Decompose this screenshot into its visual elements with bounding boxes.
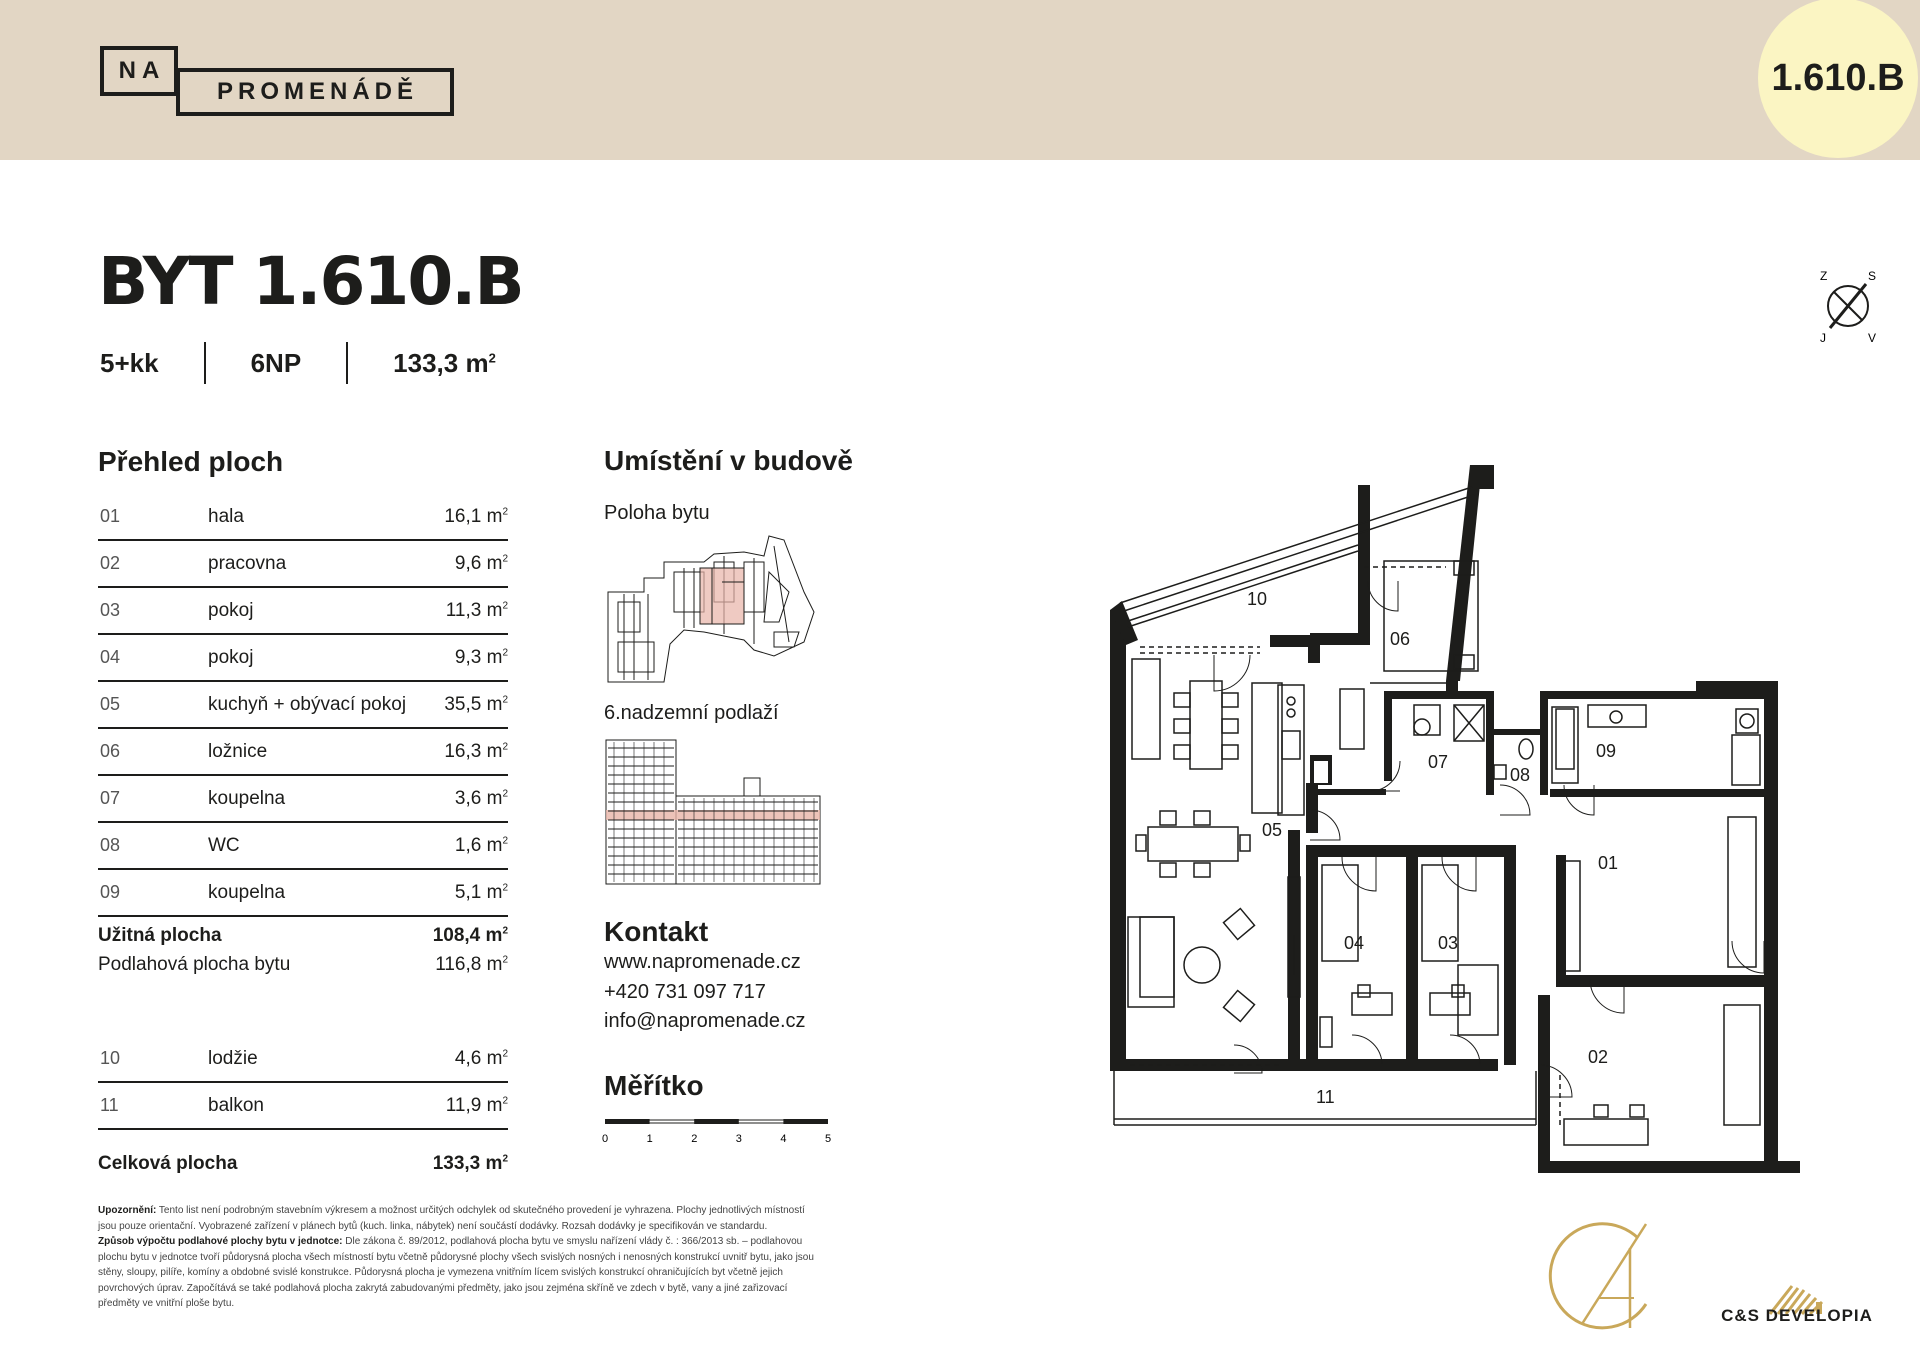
disclaimer bbox=[98, 1203, 822, 1312]
area-row-number: 03 bbox=[100, 600, 121, 620]
plan-label-02: 02 bbox=[1588, 1047, 1609, 1067]
area-row-name: kuchyň + obývací pokoj bbox=[208, 694, 407, 715]
building-plan-thumbnail bbox=[604, 532, 822, 688]
contact-email[interactable]: info@napromenade.cz bbox=[604, 1010, 806, 1032]
total-area-label: Celková plocha bbox=[98, 1153, 238, 1174]
apartment-title: BYT 1.610.B bbox=[98, 243, 523, 320]
position-label: Poloha bytu bbox=[604, 502, 710, 524]
area-row-number-value: 16,3 m bbox=[444, 741, 503, 762]
disclaimer-method-label: Způsob výpočtu podlahové plochy bytu v jednotce: bbox=[98, 1236, 343, 1247]
area-row-value bbox=[446, 1095, 508, 1117]
disclaimer-warning-label: Upozornění: bbox=[98, 1205, 157, 1216]
compass-z: Z bbox=[1820, 269, 1828, 283]
unit-sup: 2 bbox=[502, 506, 508, 518]
area-row-name: ložnice bbox=[208, 741, 268, 762]
area-row bbox=[98, 541, 508, 588]
disclaimer-warning-text: Tento list není podrobným stavebním výkresem a možnost určitých odchylek od skutečného provedení je vyhrazena. Plochy jednotlivých místností jsou pouze orientační. Vyobrazené zařízení v plánech bytů (kuch. linka, nábytek) není součástí dodávky. Rozsah dodávky je specifikován ve standardu. bbox=[98, 1205, 805, 1232]
compass-s: S bbox=[1868, 269, 1877, 283]
useful-area-number: 108,4 m bbox=[432, 925, 503, 946]
divider bbox=[346, 342, 348, 384]
disclaimer-method-text: Dle zákona č. 89/2012, podlahová plocha bytu ve smyslu nařízení vlády č. : 366/2013 sb. – podlahovou plochu bytu v jednotce tvoří půdorysná plocha všech místností bytu včetně půdorysné plochy všech svislých nosných i nenosných konstrukcí uvnitř bytu, jako jsou stěny, sloupy, pilíře, komíny a obdobné svislé konstrukce. Půdorysná plocha je vymezena vnitřním lícem svislých konstrukcí ohraničujících byt včetně jejich povrchových úprav. Započítává se také podlahová plocha zakrytá zabudovanými předměty, jako jsou zejména skříně ve zdech v bytě, vany a jiné zařizovací předměty ve vnitřní ploše bytu. bbox=[98, 1236, 814, 1309]
floor-plan bbox=[1100, 465, 1800, 1175]
apartment-highlight bbox=[700, 568, 744, 624]
scale-tick: 0 bbox=[602, 1133, 609, 1145]
floor-area bbox=[98, 954, 508, 980]
area-row bbox=[98, 776, 508, 823]
area-row-value bbox=[455, 788, 508, 810]
scale-bar bbox=[604, 1118, 830, 1148]
logo-na-text: NA bbox=[118, 57, 166, 84]
scale-tick: 3 bbox=[735, 1133, 742, 1145]
apartment-area bbox=[393, 348, 496, 379]
area-row-name: hala bbox=[208, 506, 244, 527]
area-row bbox=[98, 870, 508, 917]
logo-promenade bbox=[176, 68, 454, 116]
apartment-summary bbox=[100, 342, 496, 384]
area-row-number: 05 bbox=[100, 694, 121, 714]
area-row-value bbox=[455, 1048, 508, 1070]
area-row-number: 04 bbox=[100, 647, 121, 667]
area-row-number: 09 bbox=[100, 882, 121, 902]
area-row-value bbox=[455, 835, 508, 857]
compass-v: V bbox=[1868, 331, 1877, 345]
compass-j: J bbox=[1820, 331, 1826, 345]
area-row-value bbox=[446, 600, 508, 622]
apartment-layout: 5+kk bbox=[100, 347, 159, 378]
area-row-number: 11 bbox=[100, 1095, 119, 1115]
area-row-number: 10 bbox=[100, 1048, 121, 1068]
area-row bbox=[98, 635, 508, 682]
plan-label-11: 11 bbox=[1316, 1087, 1335, 1107]
badge-text: 1.610.B bbox=[1771, 56, 1905, 99]
plan-label-04: 04 bbox=[1344, 933, 1365, 953]
area-row-number-value: 4,6 m bbox=[454, 1048, 503, 1069]
total-area bbox=[98, 1153, 508, 1179]
floor-area-value bbox=[435, 954, 508, 976]
area-row bbox=[98, 729, 508, 776]
area-row bbox=[98, 823, 508, 870]
unit-sup: 2 bbox=[502, 647, 508, 659]
plan-label-05: 05 bbox=[1262, 820, 1283, 840]
plan-label-09: 09 bbox=[1596, 741, 1617, 761]
area-row-value bbox=[455, 553, 508, 575]
area-row-number-value: 3,6 m bbox=[454, 788, 503, 809]
divider bbox=[204, 342, 206, 384]
useful-area-label: Užitná plocha bbox=[98, 925, 222, 946]
area-row bbox=[98, 1083, 508, 1130]
compass-icon bbox=[1818, 266, 1878, 346]
unit-sup: 2 bbox=[502, 553, 508, 565]
useful-area bbox=[98, 925, 508, 951]
plan-label-07: 07 bbox=[1428, 752, 1449, 772]
scale-tick: 2 bbox=[691, 1133, 698, 1145]
scale-title: Měřítko bbox=[604, 1070, 704, 1101]
extra-areas-table bbox=[98, 1036, 508, 1130]
unit-sup: 2 bbox=[502, 925, 508, 937]
scale-tick: 1 bbox=[646, 1133, 653, 1145]
area-row-number-value: 35,5 m bbox=[444, 694, 503, 715]
contact-web[interactable]: www.napromenade.cz bbox=[604, 951, 801, 973]
logo-promenade-text: PROMENÁDĚ bbox=[216, 78, 418, 105]
area-row-number-value: 16,1 m bbox=[444, 506, 503, 527]
area-row-value bbox=[444, 694, 508, 716]
circle-a-logo-icon bbox=[1542, 1216, 1660, 1334]
unit-sup: 2 bbox=[502, 694, 508, 706]
floor-area-label: Podlahová plocha bytu bbox=[98, 954, 291, 975]
area-row-value bbox=[455, 882, 508, 904]
area-row-name: pracovna bbox=[208, 553, 287, 574]
scale-tick: 4 bbox=[780, 1133, 787, 1145]
area-row-number: 02 bbox=[100, 553, 121, 573]
header-band bbox=[0, 0, 1920, 160]
area-row-number-value: 9,6 m bbox=[454, 553, 503, 574]
area-unit-sup: 2 bbox=[488, 349, 496, 365]
apartment-floor: 6NP bbox=[250, 347, 302, 378]
floor-label: 6.nadzemní podlaží bbox=[604, 702, 779, 724]
logo-na bbox=[100, 46, 178, 96]
area-row-number: 06 bbox=[100, 741, 121, 761]
useful-area-value bbox=[433, 925, 508, 947]
plan-label-03: 03 bbox=[1438, 933, 1459, 953]
area-row bbox=[98, 682, 508, 729]
area-row-name: balkon bbox=[208, 1095, 264, 1116]
unit-sup: 2 bbox=[502, 600, 508, 612]
total-area-value bbox=[433, 1153, 508, 1175]
area-row bbox=[98, 1036, 508, 1083]
plan-label-10: 10 bbox=[1247, 589, 1268, 609]
unit-sup: 2 bbox=[502, 741, 508, 753]
contact-phone[interactable]: +420 731 097 717 bbox=[604, 981, 766, 1003]
area-row-number-value: 11,9 m bbox=[445, 1095, 503, 1116]
contact-title: Kontakt bbox=[604, 916, 709, 947]
total-area-number: 133,3 m bbox=[432, 1153, 503, 1174]
plan-label-08: 08 bbox=[1510, 765, 1531, 785]
area-row-name: pokoj bbox=[208, 600, 254, 621]
unit-sup: 2 bbox=[502, 1048, 508, 1060]
area-row-number-value: 5,1 m bbox=[454, 882, 503, 903]
scale-tick: 5 bbox=[825, 1133, 832, 1145]
area-row-name: koupelna bbox=[208, 788, 286, 809]
area-row-value bbox=[455, 647, 508, 669]
plan-label-06: 06 bbox=[1390, 629, 1411, 649]
plan-label-01: 01 bbox=[1598, 853, 1619, 873]
unit-sup: 2 bbox=[502, 1095, 508, 1107]
area-row-name: lodžie bbox=[208, 1048, 258, 1069]
unit-sup: 2 bbox=[502, 788, 508, 800]
areas-title: Přehled ploch bbox=[98, 446, 284, 477]
area-row-value bbox=[444, 506, 508, 528]
area-row-value bbox=[444, 741, 508, 763]
area-row-name: WC bbox=[208, 835, 240, 856]
unit-sup: 2 bbox=[502, 882, 508, 894]
area-row-name: pokoj bbox=[208, 647, 254, 668]
area-row-number: 07 bbox=[100, 788, 121, 808]
areas-table bbox=[98, 494, 508, 917]
area-row-name: koupelna bbox=[208, 882, 286, 903]
apartment-area-value: 133,3 m bbox=[393, 347, 489, 378]
location-title: Umístění v budově bbox=[604, 445, 853, 476]
apartment-badge bbox=[1758, 0, 1918, 158]
area-row-number-value: 11,3 m bbox=[445, 600, 503, 621]
area-row-number: 01 bbox=[100, 506, 121, 526]
unit-sup: 2 bbox=[502, 835, 508, 847]
area-row-number-value: 1,6 m bbox=[454, 835, 503, 856]
developer-name: C&S DEVELOPIA bbox=[1721, 1306, 1873, 1325]
floor-area-number: 116,8 m bbox=[435, 954, 503, 975]
area-row bbox=[98, 588, 508, 635]
area-row-number-value: 9,3 m bbox=[454, 647, 503, 668]
unit-sup: 2 bbox=[502, 954, 508, 966]
area-row bbox=[98, 494, 508, 541]
building-elevation-thumbnail bbox=[604, 736, 822, 886]
unit-sup: 2 bbox=[502, 1153, 508, 1165]
area-row-number: 08 bbox=[100, 835, 121, 855]
